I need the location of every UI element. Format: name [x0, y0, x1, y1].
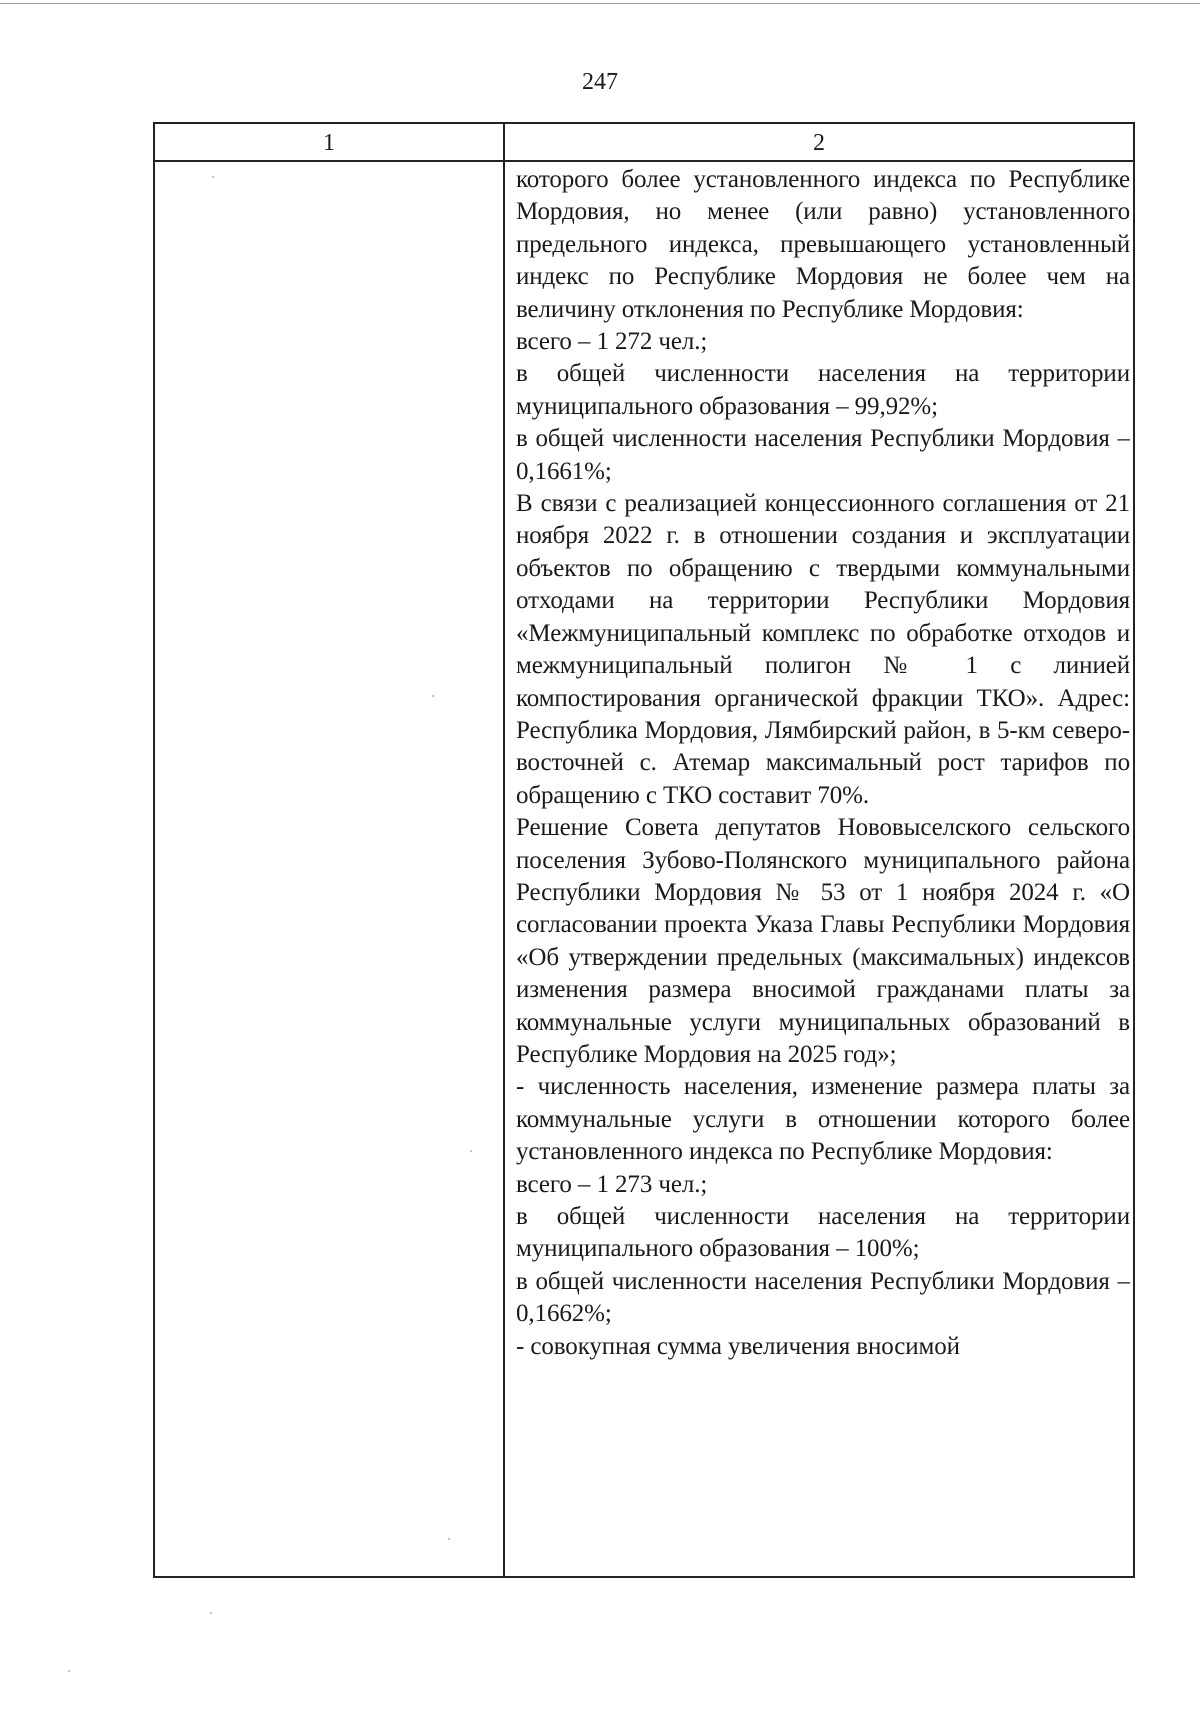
paragraph-municipal-share-2: в общей численности населения на территории муниципального образования – 100%;: [516, 1203, 1130, 1263]
column-divider: [503, 124, 505, 1576]
scan-speck: [470, 1150, 472, 1152]
column-header-1: 1: [323, 130, 335, 156]
paragraph-total-population-2: всего – 1 273 чел.;: [516, 1170, 708, 1198]
top-edge-rule: [0, 3, 1200, 4]
scan-speck: [432, 695, 434, 697]
table-header-row: [155, 124, 1133, 162]
document-table: [153, 122, 1135, 1578]
scan-speck: [68, 1670, 70, 1672]
paragraph-total-population-1: всего – 1 272 чел.;: [516, 328, 708, 356]
page-number: 247: [582, 69, 618, 95]
paragraph-republic-share-1: в общей численности населения Республики Мордовия – 0,1661%;: [516, 425, 1130, 485]
column-2-content-cell: [516, 164, 1130, 1576]
scan-speck: [212, 176, 214, 178]
paragraph-total-increase-sum: - совокупная сумма увеличения вносимой: [516, 1332, 960, 1360]
column-header-2: 2: [813, 130, 825, 156]
paragraph-concession-agreement: В связи с реализацией концессионного соглашения от 21 ноября 2022 г. в отношении создания и эксплуатации объектов по обращению с твердыми коммунальными отходами на территории Республики Мордовия «Межмуниципальный комплекс по обработке отходов и межмуниципальный полигон № 1 с линией компостирования органической фракции ТКО». Адрес: Республика Мордовия, Лямбирский район, в 5-км северо-восточней с. Атемар максимальный рост тарифов по обращению с ТКО составит 70%.: [516, 490, 1130, 809]
scan-speck: [210, 1612, 212, 1614]
paragraph-council-decision: Решение Совета депутатов Нововыселского сельского поселения Зубово-Полянского муниципального района Республики Мордовия № 53 от 1 ноября 2024 г. «О согласовании проекта Указа Главы Республики Мордовия «Об утверждении предельных (максимальных) индексов изменения размера вносимой гражданами платы за коммунальные услуги муниципальных образований в Республике Мордовия на 2025 год»;: [516, 814, 1130, 1068]
paragraph-republic-share-2: в общей численности населения Республики Мордовия – 0,1662%;: [516, 1267, 1130, 1328]
paragraph-index-condition: которого более установленного индекса по Республике Мордовия, но менее (или равно) установленного предельного индекса, превышающего установленный индекс по Республике Мордовия не более чем на величину отклонения по Республике Мордовия:: [516, 166, 1130, 323]
scan-speck: [448, 1538, 450, 1540]
paragraph-population-index-change: - численность населения, изменение размера платы за коммунальные услуги в отношении которого более установленного индекса по Республике Мордовия:: [516, 1073, 1130, 1166]
paragraph-municipal-share-1: в общей численности населения на территории муниципального образования – 99,92%;: [516, 360, 1130, 420]
